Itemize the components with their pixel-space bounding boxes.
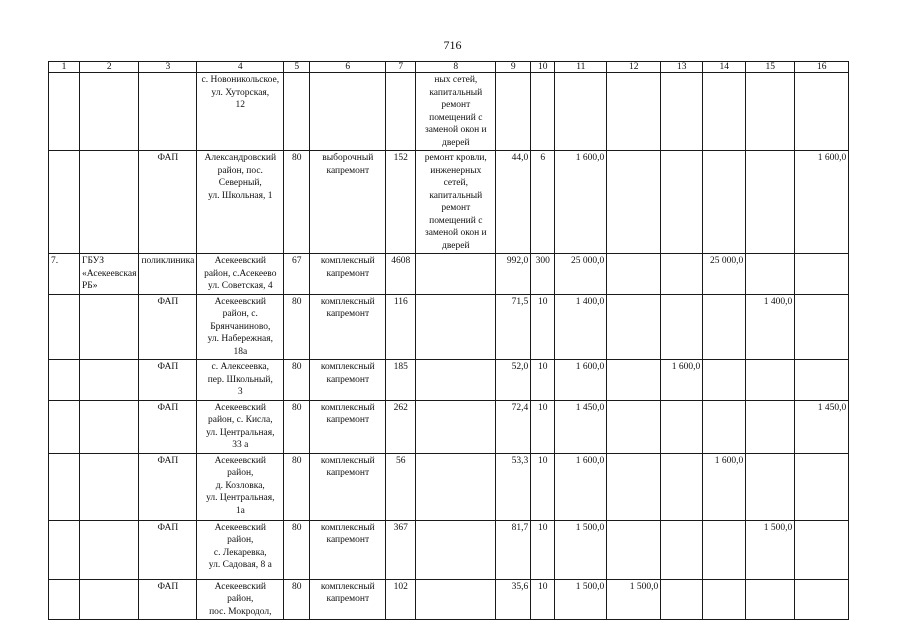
column-7-value: 185	[386, 360, 416, 401]
row-number	[49, 520, 80, 579]
institution-name	[80, 294, 139, 360]
column-16-amount	[795, 520, 849, 579]
facility-address: Асекеевский район, с. Брянчаниново, ул. Набережная, 18а	[197, 294, 284, 360]
column-15-amount	[746, 73, 795, 151]
column-15-amount	[746, 151, 795, 254]
column-12-amount	[607, 151, 661, 254]
column-15-amount	[746, 254, 795, 295]
column-7-value: 262	[386, 400, 416, 453]
table-row	[49, 73, 849, 151]
column-5-value	[284, 73, 310, 151]
column-5-value: 80	[284, 520, 310, 579]
column-header: 5	[284, 62, 310, 73]
column-13-amount	[661, 254, 703, 295]
table-row	[49, 579, 849, 620]
column-13-amount	[661, 400, 703, 453]
column-14-amount	[703, 520, 746, 579]
column-10-value: 10	[531, 579, 555, 620]
column-16-amount	[795, 294, 849, 360]
total-amount: 1 450,0	[555, 400, 607, 453]
repair-program-table	[48, 61, 849, 620]
facility-address: Асекеевский район, д. Козловка, ул. Центральная, 1а	[197, 453, 284, 520]
column-14-amount	[703, 151, 746, 254]
column-15-amount: 1 400,0	[746, 294, 795, 360]
facility-type	[139, 73, 197, 151]
total-amount: 1 400,0	[555, 294, 607, 360]
repair-type: комплексный капремонт	[310, 294, 386, 360]
column-15-amount	[746, 360, 795, 401]
page-number: 716	[443, 38, 462, 52]
column-header: 16	[795, 62, 849, 73]
column-12-amount	[607, 400, 661, 453]
total-amount: 1 600,0	[555, 453, 607, 520]
institution-name	[80, 520, 139, 579]
column-10-value: 10	[531, 520, 555, 579]
column-14-amount	[703, 400, 746, 453]
column-13-amount	[661, 73, 703, 151]
table-row	[49, 400, 849, 453]
column-14-amount	[703, 579, 746, 620]
row-number	[49, 360, 80, 401]
column-10-value	[531, 73, 555, 151]
column-7-value	[386, 73, 416, 151]
total-amount: 1 600,0	[555, 360, 607, 401]
total-amount: 25 000,0	[555, 254, 607, 295]
column-12-amount: 1 500,0	[607, 579, 661, 620]
column-9-value: 52,0	[496, 360, 531, 401]
column-14-amount	[703, 360, 746, 401]
column-13-amount	[661, 294, 703, 360]
repair-type: комплексный капремонт	[310, 400, 386, 453]
facility-address: Асекеевский район, с. Лекаревка, ул. Садовая, 8 а	[197, 520, 284, 579]
table-row	[49, 151, 849, 254]
work-description	[416, 579, 496, 620]
column-16-amount	[795, 453, 849, 520]
work-description	[416, 360, 496, 401]
column-header: 15	[746, 62, 795, 73]
column-16-amount	[795, 73, 849, 151]
work-description	[416, 400, 496, 453]
repair-type	[310, 73, 386, 151]
column-14-amount	[703, 73, 746, 151]
facility-type: ФАП	[139, 400, 197, 453]
column-12-amount	[607, 73, 661, 151]
work-description	[416, 520, 496, 579]
column-13-amount	[661, 520, 703, 579]
column-13-amount	[661, 151, 703, 254]
column-5-value: 80	[284, 360, 310, 401]
repair-type: комплексный капремонт	[310, 520, 386, 579]
column-12-amount	[607, 360, 661, 401]
facility-address: Александровский район, пос. Северный, ул. Школьная, 1	[197, 151, 284, 254]
institution-name	[80, 73, 139, 151]
column-7-value: 102	[386, 579, 416, 620]
row-number	[49, 151, 80, 254]
column-13-amount	[661, 453, 703, 520]
table-row	[49, 254, 849, 295]
column-header: 14	[703, 62, 746, 73]
column-7-value: 152	[386, 151, 416, 254]
column-header: 12	[607, 62, 661, 73]
column-14-amount: 25 000,0	[703, 254, 746, 295]
header-row	[49, 62, 849, 73]
work-description: ных сетей, капитальный ремонт помещений с заменой окон и дверей	[416, 73, 496, 151]
facility-type: ФАП	[139, 520, 197, 579]
column-16-amount	[795, 254, 849, 295]
column-header: 4	[197, 62, 284, 73]
column-5-value: 80	[284, 400, 310, 453]
column-16-amount: 1 600,0	[795, 151, 849, 254]
column-10-value: 10	[531, 400, 555, 453]
table-body	[49, 62, 849, 620]
column-5-value: 80	[284, 151, 310, 254]
row-number	[49, 400, 80, 453]
row-number	[49, 579, 80, 620]
column-header: 2	[80, 62, 139, 73]
total-amount: 1 500,0	[555, 520, 607, 579]
column-13-amount	[661, 579, 703, 620]
column-header: 9	[496, 62, 531, 73]
facility-type: ФАП	[139, 453, 197, 520]
column-9-value: 35,6	[496, 579, 531, 620]
column-14-amount	[703, 294, 746, 360]
repair-type: комплексный капремонт	[310, 360, 386, 401]
table-row	[49, 294, 849, 360]
repair-type: комплексный капремонт	[310, 254, 386, 295]
column-16-amount: 1 450,0	[795, 400, 849, 453]
work-description	[416, 294, 496, 360]
facility-address: с. Алексеевка, пер. Школьный, 3	[197, 360, 284, 401]
table-row	[49, 520, 849, 579]
column-15-amount: 1 500,0	[746, 520, 795, 579]
row-number	[49, 294, 80, 360]
facility-address: Асекеевский район, с.Асекеево ул. Советская, 4	[197, 254, 284, 295]
column-header: 6	[310, 62, 386, 73]
repair-type: выборочный капремонт	[310, 151, 386, 254]
column-5-value: 67	[284, 254, 310, 295]
column-10-value: 10	[531, 360, 555, 401]
column-9-value: 53,3	[496, 453, 531, 520]
column-9-value: 44,0	[496, 151, 531, 254]
column-15-amount	[746, 453, 795, 520]
table-row	[49, 453, 849, 520]
total-amount: 1 500,0	[555, 579, 607, 620]
column-9-value: 81,7	[496, 520, 531, 579]
institution-name	[80, 360, 139, 401]
column-header: 10	[531, 62, 555, 73]
column-7-value: 367	[386, 520, 416, 579]
column-5-value: 80	[284, 453, 310, 520]
repair-type: комплексный капремонт	[310, 579, 386, 620]
total-amount: 1 600,0	[555, 151, 607, 254]
column-16-amount	[795, 360, 849, 401]
institution-name	[80, 151, 139, 254]
work-description	[416, 453, 496, 520]
column-10-value: 10	[531, 453, 555, 520]
facility-type: ФАП	[139, 579, 197, 620]
repair-type: комплексный капремонт	[310, 453, 386, 520]
column-16-amount	[795, 579, 849, 620]
column-10-value: 6	[531, 151, 555, 254]
facility-type: поликлиника	[139, 254, 197, 295]
facility-type: ФАП	[139, 151, 197, 254]
column-header: 1	[49, 62, 80, 73]
column-12-amount	[607, 294, 661, 360]
column-10-value: 300	[531, 254, 555, 295]
column-9-value: 992,0	[496, 254, 531, 295]
column-7-value: 116	[386, 294, 416, 360]
column-9-value	[496, 73, 531, 151]
institution-name	[80, 453, 139, 520]
facility-address: Асекеевский район, пос. Мокродол,	[197, 579, 284, 620]
total-amount	[555, 73, 607, 151]
column-5-value: 80	[284, 294, 310, 360]
facility-type: ФАП	[139, 294, 197, 360]
work-description: ремонт кровли, инженерных сетей, капитальный ремонт помещений с заменой окон и дверей	[416, 151, 496, 254]
table-row	[49, 360, 849, 401]
facility-address: с. Новоникольское, ул. Хуторская, 12	[197, 73, 284, 151]
institution-name: ГБУЗ «Асекеевская РБ»	[80, 254, 139, 295]
column-14-amount: 1 600,0	[703, 453, 746, 520]
column-header: 8	[416, 62, 496, 73]
column-header: 13	[661, 62, 703, 73]
column-13-amount: 1 600,0	[661, 360, 703, 401]
institution-name	[80, 400, 139, 453]
column-7-value: 56	[386, 453, 416, 520]
column-9-value: 71,5	[496, 294, 531, 360]
column-header: 11	[555, 62, 607, 73]
column-10-value: 10	[531, 294, 555, 360]
facility-address: Асекеевский район, с. Кисла, ул. Центральная, 33 а	[197, 400, 284, 453]
institution-name	[80, 579, 139, 620]
facility-type: ФАП	[139, 360, 197, 401]
row-number: 7.	[49, 254, 80, 295]
column-12-amount	[607, 254, 661, 295]
column-header: 3	[139, 62, 197, 73]
column-12-amount	[607, 453, 661, 520]
column-15-amount	[746, 579, 795, 620]
column-15-amount	[746, 400, 795, 453]
row-number	[49, 453, 80, 520]
column-9-value: 72,4	[496, 400, 531, 453]
column-5-value: 80	[284, 579, 310, 620]
column-7-value: 4608	[386, 254, 416, 295]
column-header: 7	[386, 62, 416, 73]
column-12-amount	[607, 520, 661, 579]
row-number	[49, 73, 80, 151]
work-description	[416, 254, 496, 295]
